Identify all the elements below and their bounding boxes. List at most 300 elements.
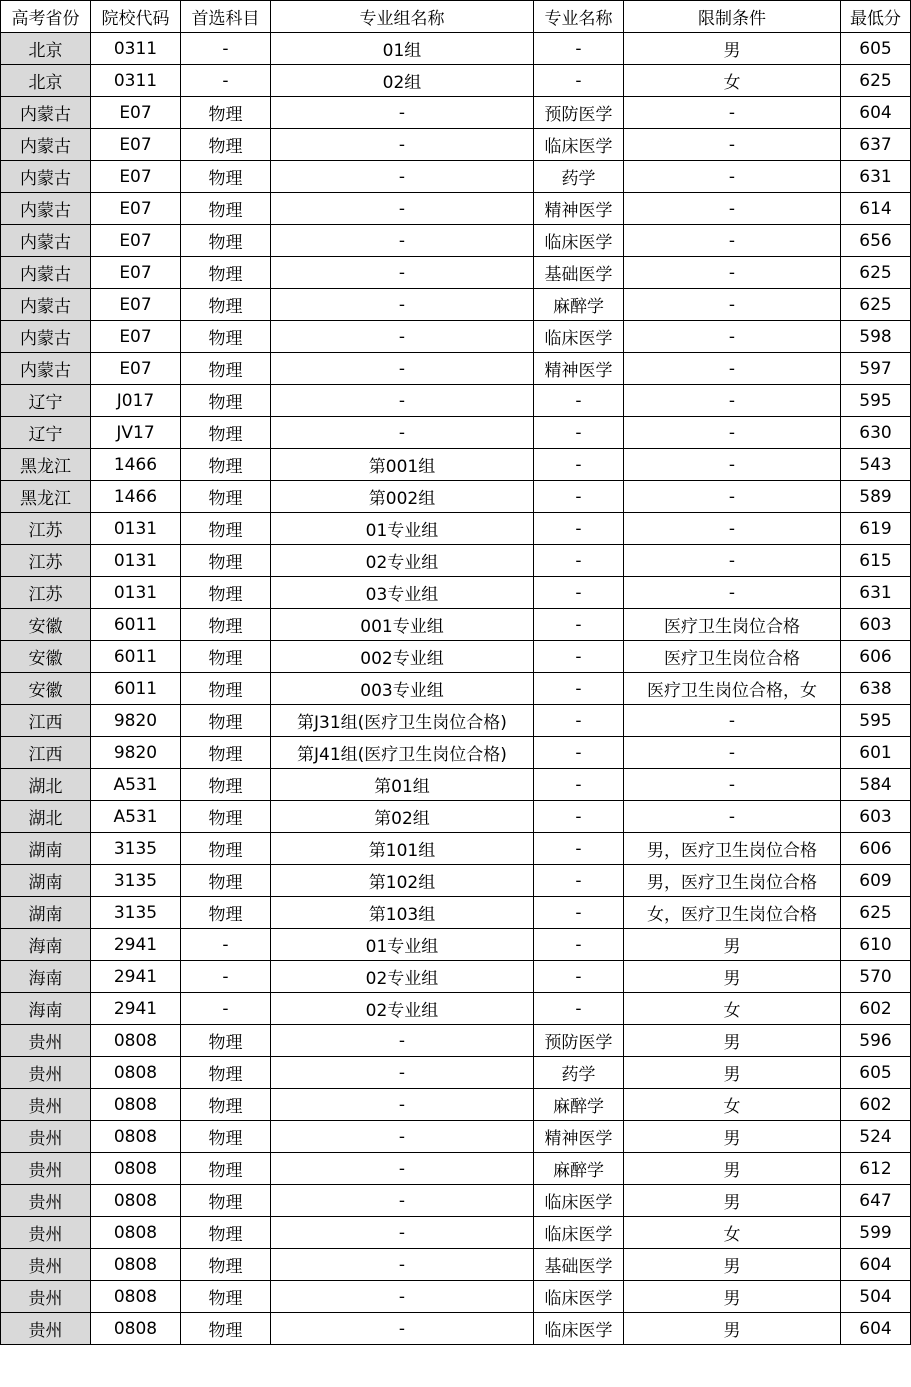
cell-major-name: 临床医学 [534, 1217, 624, 1249]
cell-major-name: - [534, 513, 624, 545]
cell-major-name: - [534, 65, 624, 97]
column-header-min-score: 最低分 [841, 1, 911, 33]
cell-min-score: 614 [841, 193, 911, 225]
cell-min-score: 604 [841, 1313, 911, 1345]
cell-first-subject: - [181, 33, 271, 65]
cell-major-group: - [271, 1025, 534, 1057]
cell-major-group: - [271, 417, 534, 449]
cell-major-group: 第103组 [271, 897, 534, 929]
cell-restriction: - [624, 417, 841, 449]
cell-first-subject: 物理 [181, 609, 271, 641]
table-row [1, 289, 911, 321]
cell-min-score: 604 [841, 97, 911, 129]
cell-first-subject: - [181, 993, 271, 1025]
cell-restriction: 男 [624, 929, 841, 961]
cell-first-subject: 物理 [181, 449, 271, 481]
cell-school-code: E07 [91, 161, 181, 193]
cell-school-code: E07 [91, 321, 181, 353]
cell-restriction: - [624, 353, 841, 385]
cell-major-name: - [534, 737, 624, 769]
cell-school-code: A531 [91, 801, 181, 833]
cell-restriction: 女 [624, 1089, 841, 1121]
cell-first-subject: - [181, 65, 271, 97]
table-row [1, 577, 911, 609]
cell-first-subject: 物理 [181, 161, 271, 193]
cell-restriction: 男，医疗卫生岗位合格 [624, 833, 841, 865]
cell-min-score: 524 [841, 1121, 911, 1153]
cell-school-code: JV17 [91, 417, 181, 449]
cell-major-group: 02专业组 [271, 993, 534, 1025]
header-row [1, 1, 911, 33]
cell-restriction: 男 [624, 1121, 841, 1153]
cell-min-score: 602 [841, 1089, 911, 1121]
cell-min-score: 606 [841, 833, 911, 865]
cell-major-group: - [271, 1249, 534, 1281]
cell-school-code: 0131 [91, 513, 181, 545]
cell-major-name: - [534, 705, 624, 737]
table-row [1, 1217, 911, 1249]
cell-restriction: 女 [624, 1217, 841, 1249]
cell-min-score: 615 [841, 545, 911, 577]
cell-major-group: - [271, 1281, 534, 1313]
cell-min-score: 605 [841, 1057, 911, 1089]
cell-school-code: 6011 [91, 641, 181, 673]
cell-school-code: 0311 [91, 33, 181, 65]
cell-major-group: 01专业组 [271, 513, 534, 545]
cell-first-subject: 物理 [181, 577, 271, 609]
cell-major-group: - [271, 321, 534, 353]
cell-major-name: - [534, 449, 624, 481]
cell-major-name: - [534, 769, 624, 801]
cell-restriction: 男 [624, 1313, 841, 1345]
cell-major-name: - [534, 545, 624, 577]
table-row [1, 1153, 911, 1185]
cell-major-name: 临床医学 [534, 1281, 624, 1313]
cell-province: 内蒙古 [1, 225, 91, 257]
cell-province: 贵州 [1, 1185, 91, 1217]
cell-restriction: - [624, 161, 841, 193]
table-row [1, 961, 911, 993]
cell-major-group: - [271, 225, 534, 257]
cell-min-score: 595 [841, 705, 911, 737]
cell-major-group: - [271, 1153, 534, 1185]
table-row [1, 1185, 911, 1217]
cell-restriction: 男 [624, 1025, 841, 1057]
cell-province: 湖南 [1, 833, 91, 865]
cell-school-code: 0808 [91, 1089, 181, 1121]
cell-min-score: 589 [841, 481, 911, 513]
cell-major-name: - [534, 897, 624, 929]
cell-province: 内蒙古 [1, 193, 91, 225]
cell-min-score: 597 [841, 353, 911, 385]
cell-school-code: 9820 [91, 737, 181, 769]
table-row [1, 545, 911, 577]
cell-school-code: 6011 [91, 609, 181, 641]
cell-province: 北京 [1, 33, 91, 65]
cell-min-score: 631 [841, 577, 911, 609]
cell-major-name: - [534, 865, 624, 897]
table-row [1, 865, 911, 897]
cell-school-code: E07 [91, 129, 181, 161]
table-row [1, 1121, 911, 1153]
cell-school-code: 6011 [91, 673, 181, 705]
table-row [1, 769, 911, 801]
cell-major-name: 预防医学 [534, 1025, 624, 1057]
cell-restriction: 医疗卫生岗位合格 [624, 609, 841, 641]
cell-first-subject: 物理 [181, 1281, 271, 1313]
cell-restriction: - [624, 769, 841, 801]
cell-min-score: 605 [841, 33, 911, 65]
cell-min-score: 610 [841, 929, 911, 961]
cell-min-score: 631 [841, 161, 911, 193]
cell-restriction: - [624, 737, 841, 769]
cell-major-name: - [534, 929, 624, 961]
cell-major-group: - [271, 1057, 534, 1089]
table-row [1, 641, 911, 673]
table-row [1, 161, 911, 193]
table-row [1, 1089, 911, 1121]
cell-first-subject: 物理 [181, 257, 271, 289]
cell-province: 贵州 [1, 1153, 91, 1185]
cell-restriction: - [624, 385, 841, 417]
cell-first-subject: 物理 [181, 769, 271, 801]
cell-major-group: 02专业组 [271, 545, 534, 577]
cell-first-subject: 物理 [181, 1313, 271, 1345]
cell-major-name: 基础医学 [534, 257, 624, 289]
cell-province: 湖南 [1, 897, 91, 929]
column-header-major-name: 专业名称 [534, 1, 624, 33]
cell-province: 贵州 [1, 1281, 91, 1313]
cell-province: 内蒙古 [1, 129, 91, 161]
table-row [1, 705, 911, 737]
cell-province: 安徽 [1, 641, 91, 673]
table-row [1, 33, 911, 65]
cell-major-name: - [534, 481, 624, 513]
table-row [1, 513, 911, 545]
table-row [1, 129, 911, 161]
cell-major-group: 第01组 [271, 769, 534, 801]
cell-major-group: 01组 [271, 33, 534, 65]
cell-school-code: 0808 [91, 1249, 181, 1281]
cell-first-subject: 物理 [181, 513, 271, 545]
cell-major-group: 第102组 [271, 865, 534, 897]
cell-restriction: - [624, 801, 841, 833]
cell-major-group: - [271, 1185, 534, 1217]
cell-school-code: 3135 [91, 865, 181, 897]
table-row [1, 993, 911, 1025]
cell-major-group: - [271, 193, 534, 225]
cell-major-name: - [534, 33, 624, 65]
table-row [1, 385, 911, 417]
cell-province: 贵州 [1, 1313, 91, 1345]
cell-major-group: 001专业组 [271, 609, 534, 641]
cell-restriction: 男，医疗卫生岗位合格 [624, 865, 841, 897]
cell-major-group: - [271, 129, 534, 161]
table-row [1, 1057, 911, 1089]
cell-restriction: - [624, 705, 841, 737]
cell-province: 北京 [1, 65, 91, 97]
cell-min-score: 584 [841, 769, 911, 801]
cell-restriction: - [624, 225, 841, 257]
cell-school-code: 9820 [91, 705, 181, 737]
cell-restriction: 医疗卫生岗位合格 [624, 641, 841, 673]
cell-first-subject: 物理 [181, 737, 271, 769]
cell-min-score: 606 [841, 641, 911, 673]
cell-min-score: 595 [841, 385, 911, 417]
cell-major-name: 精神医学 [534, 1121, 624, 1153]
cell-restriction: - [624, 257, 841, 289]
cell-major-name: - [534, 961, 624, 993]
cell-major-group: - [271, 289, 534, 321]
cell-min-score: 601 [841, 737, 911, 769]
cell-major-group: 02专业组 [271, 961, 534, 993]
cell-major-name: 临床医学 [534, 129, 624, 161]
cell-major-group: - [271, 161, 534, 193]
cell-school-code: J017 [91, 385, 181, 417]
cell-major-name: - [534, 385, 624, 417]
cell-min-score: 604 [841, 1249, 911, 1281]
cell-first-subject: 物理 [181, 289, 271, 321]
cell-major-name: 预防医学 [534, 97, 624, 129]
cell-major-name: - [534, 801, 624, 833]
table-row [1, 673, 911, 705]
cell-major-name: 基础医学 [534, 1249, 624, 1281]
table-row [1, 833, 911, 865]
cell-first-subject: 物理 [181, 641, 271, 673]
cell-first-subject: 物理 [181, 129, 271, 161]
cell-school-code: 0131 [91, 545, 181, 577]
cell-first-subject: 物理 [181, 225, 271, 257]
cell-province: 内蒙古 [1, 257, 91, 289]
table-row [1, 1281, 911, 1313]
cell-major-group: 01专业组 [271, 929, 534, 961]
cell-province: 内蒙古 [1, 161, 91, 193]
cell-min-score: 543 [841, 449, 911, 481]
column-header-first-subject: 首选科目 [181, 1, 271, 33]
cell-min-score: 656 [841, 225, 911, 257]
cell-min-score: 602 [841, 993, 911, 1025]
cell-min-score: 612 [841, 1153, 911, 1185]
cell-restriction: 男 [624, 1185, 841, 1217]
cell-major-group: 03专业组 [271, 577, 534, 609]
cell-province: 贵州 [1, 1089, 91, 1121]
cell-major-group: 第02组 [271, 801, 534, 833]
cell-restriction: 男 [624, 1281, 841, 1313]
cell-school-code: 0131 [91, 577, 181, 609]
cell-major-group: - [271, 1121, 534, 1153]
cell-restriction: - [624, 577, 841, 609]
table-header [1, 1, 911, 33]
cell-major-group: 第001组 [271, 449, 534, 481]
cell-min-score: 647 [841, 1185, 911, 1217]
cell-major-group: - [271, 1313, 534, 1345]
cell-restriction: 男 [624, 33, 841, 65]
cell-first-subject: - [181, 961, 271, 993]
cell-school-code: 2941 [91, 929, 181, 961]
cell-province: 贵州 [1, 1121, 91, 1153]
cell-major-group: - [271, 97, 534, 129]
cell-major-group: 02组 [271, 65, 534, 97]
cell-first-subject: 物理 [181, 353, 271, 385]
cell-min-score: 609 [841, 865, 911, 897]
table-row [1, 257, 911, 289]
cell-province: 安徽 [1, 673, 91, 705]
cell-major-name: 药学 [534, 161, 624, 193]
cell-province: 内蒙古 [1, 353, 91, 385]
cell-restriction: 女 [624, 993, 841, 1025]
cell-min-score: 625 [841, 289, 911, 321]
cell-school-code: 0808 [91, 1217, 181, 1249]
cell-major-group: 第J31组(医疗卫生岗位合格) [271, 705, 534, 737]
cell-restriction: - [624, 289, 841, 321]
cell-province: 江苏 [1, 577, 91, 609]
cell-major-name: 临床医学 [534, 1185, 624, 1217]
cell-school-code: 3135 [91, 833, 181, 865]
cell-first-subject: 物理 [181, 865, 271, 897]
table-row [1, 801, 911, 833]
table-row [1, 449, 911, 481]
table-row [1, 1313, 911, 1345]
cell-major-name: 临床医学 [534, 225, 624, 257]
cell-major-group: 003专业组 [271, 673, 534, 705]
cell-restriction: 医疗卫生岗位合格，女 [624, 673, 841, 705]
cell-major-group: 第J41组(医疗卫生岗位合格) [271, 737, 534, 769]
cell-min-score: 603 [841, 609, 911, 641]
cell-first-subject: 物理 [181, 193, 271, 225]
cell-major-group: 第002组 [271, 481, 534, 513]
cell-major-name: 临床医学 [534, 321, 624, 353]
table-row [1, 897, 911, 929]
cell-min-score: 625 [841, 257, 911, 289]
cell-major-name: - [534, 609, 624, 641]
cell-province: 贵州 [1, 1057, 91, 1089]
table-row [1, 353, 911, 385]
cell-first-subject: 物理 [181, 1025, 271, 1057]
cell-major-group: - [271, 353, 534, 385]
cell-restriction: 男 [624, 1057, 841, 1089]
cell-major-group: - [271, 257, 534, 289]
cell-restriction: - [624, 193, 841, 225]
column-header-major-group: 专业组名称 [271, 1, 534, 33]
cell-province: 海南 [1, 993, 91, 1025]
table-row [1, 193, 911, 225]
cell-province: 辽宁 [1, 385, 91, 417]
table-row [1, 609, 911, 641]
cell-first-subject: 物理 [181, 321, 271, 353]
cell-school-code: 0808 [91, 1313, 181, 1345]
cell-restriction: 男 [624, 961, 841, 993]
cell-school-code: 0808 [91, 1153, 181, 1185]
cell-restriction: - [624, 129, 841, 161]
cell-province: 贵州 [1, 1217, 91, 1249]
cell-school-code: E07 [91, 353, 181, 385]
cell-province: 江苏 [1, 545, 91, 577]
cell-first-subject: 物理 [181, 673, 271, 705]
cell-min-score: 625 [841, 65, 911, 97]
cell-first-subject: 物理 [181, 481, 271, 513]
cell-province: 内蒙古 [1, 321, 91, 353]
cell-province: 海南 [1, 929, 91, 961]
cell-first-subject: 物理 [181, 1217, 271, 1249]
column-header-school-code: 院校代码 [91, 1, 181, 33]
cell-province: 内蒙古 [1, 97, 91, 129]
cell-restriction: - [624, 513, 841, 545]
cell-major-name: - [534, 577, 624, 609]
cell-province: 湖南 [1, 865, 91, 897]
cell-first-subject: 物理 [181, 897, 271, 929]
table-row [1, 65, 911, 97]
cell-school-code: 0808 [91, 1057, 181, 1089]
cell-province: 江西 [1, 705, 91, 737]
cell-major-group: - [271, 385, 534, 417]
cell-major-name: - [534, 833, 624, 865]
cell-province: 海南 [1, 961, 91, 993]
cell-min-score: 596 [841, 1025, 911, 1057]
cell-first-subject: 物理 [181, 801, 271, 833]
cell-school-code: 0808 [91, 1121, 181, 1153]
cell-first-subject: 物理 [181, 97, 271, 129]
cell-province: 辽宁 [1, 417, 91, 449]
cell-major-name: 精神医学 [534, 353, 624, 385]
cell-school-code: E07 [91, 97, 181, 129]
cell-min-score: 637 [841, 129, 911, 161]
cell-province: 贵州 [1, 1249, 91, 1281]
cell-min-score: 630 [841, 417, 911, 449]
cell-first-subject: 物理 [181, 833, 271, 865]
cell-major-group: - [271, 1089, 534, 1121]
cell-min-score: 504 [841, 1281, 911, 1313]
cell-province: 安徽 [1, 609, 91, 641]
column-header-restriction: 限制条件 [624, 1, 841, 33]
cell-major-group: 第101组 [271, 833, 534, 865]
cell-major-group: - [271, 1217, 534, 1249]
cell-min-score: 638 [841, 673, 911, 705]
cell-major-group: 002专业组 [271, 641, 534, 673]
cell-restriction: 男 [624, 1153, 841, 1185]
cell-min-score: 598 [841, 321, 911, 353]
cell-restriction: - [624, 449, 841, 481]
cell-province: 贵州 [1, 1025, 91, 1057]
cell-restriction: 男 [624, 1249, 841, 1281]
cell-major-name: 药学 [534, 1057, 624, 1089]
cell-first-subject: 物理 [181, 385, 271, 417]
table-body [1, 33, 911, 1345]
table-row [1, 1025, 911, 1057]
cell-school-code: 1466 [91, 481, 181, 513]
cell-restriction: - [624, 481, 841, 513]
table-row [1, 321, 911, 353]
cell-first-subject: 物理 [181, 1185, 271, 1217]
table-row [1, 737, 911, 769]
cell-province: 江苏 [1, 513, 91, 545]
cell-restriction: 女 [624, 65, 841, 97]
cell-province: 湖北 [1, 769, 91, 801]
cell-first-subject: 物理 [181, 1249, 271, 1281]
cell-major-name: 麻醉学 [534, 1153, 624, 1185]
cell-restriction: - [624, 97, 841, 129]
cell-restriction: - [624, 545, 841, 577]
cell-school-code: 0808 [91, 1185, 181, 1217]
cell-school-code: 1466 [91, 449, 181, 481]
cell-min-score: 570 [841, 961, 911, 993]
cell-min-score: 599 [841, 1217, 911, 1249]
cell-school-code: E07 [91, 225, 181, 257]
cell-restriction: - [624, 321, 841, 353]
cell-school-code: E07 [91, 289, 181, 321]
cell-first-subject: 物理 [181, 545, 271, 577]
cell-major-name: 麻醉学 [534, 289, 624, 321]
cell-school-code: E07 [91, 193, 181, 225]
